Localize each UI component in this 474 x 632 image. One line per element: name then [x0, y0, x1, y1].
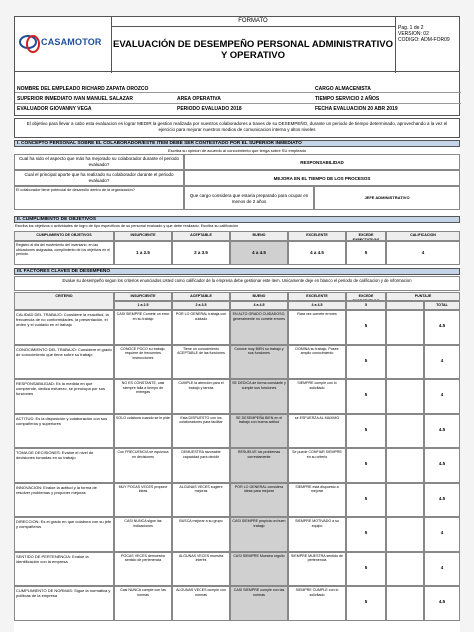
criterion-blank — [386, 517, 424, 552]
objectives-header-cell: ACEPTABLE — [172, 231, 230, 241]
criterion-option: Con FRECUENCIA se equivoca en decisiones — [114, 448, 172, 483]
evaluated-period: PERIODO EVALUADO 2018 — [177, 106, 242, 112]
criterion-blank — [386, 310, 424, 345]
answer-1: RESPONSABILIDAD — [184, 154, 460, 170]
evaluator: EVALUADOR GIOVANNY VEGA — [17, 106, 92, 112]
criterion-score: 4.5 — [424, 483, 460, 518]
objective-score-cell: 4 a 4.5 — [230, 241, 288, 265]
employee-position: CARGO ALMACENISTA — [315, 86, 371, 92]
criterion-option: SIEMPRE MUESTRA sentido de pertenencia — [288, 552, 346, 587]
criterion-option: BUSCA mejorar a su grupo — [172, 517, 230, 552]
criterion-score: 4 — [424, 379, 460, 414]
criterion-option: SIEMPRE cumple con lo solicitado — [288, 379, 346, 414]
criterion-option: Rara vez comete errores — [288, 310, 346, 345]
criterion-option: CONOCE POCO su trabajo, requiere de frecuentes instrucciones — [114, 345, 172, 380]
criterion-option: CASI SIEMPRE cumple con las normas — [230, 586, 288, 621]
objectives-header-cell: EXCELENTE — [288, 231, 346, 241]
code-label: CODIGO: ADM-FOR09 — [398, 37, 450, 43]
criterion-option: DEMUESTRA razonable capacidad para decidir — [172, 448, 230, 483]
criterion-option: se ESFUERZA AL MAXIMO — [288, 414, 346, 449]
objectives-header-cell: CUMPLIMIENTO DE OBJETIVOS — [14, 231, 114, 241]
evaluation-objective: El objetivo para llevar a cabo esta evaluacion es lograr MEDIR la gestion realizada por nuestros colaboradores a traves de su DESEMPEÑO, durante un periodo de tiempo determinado, aprovechando a la vez el ejercicio para mejorar nuestros medios de comunicacion interna y altos niveles — [14, 118, 460, 138]
row-divider — [15, 92, 461, 93]
factors-scale-cell: 1 a 2.5 — [114, 301, 172, 310]
criterion-score: 4 — [424, 552, 460, 587]
criterion-blank — [386, 414, 424, 449]
criterion-option: DOMINA su trabajo. Posee amplio conocimiento — [288, 345, 346, 380]
factors-header-cell: INSUFICIENTE — [114, 292, 172, 301]
document-header — [14, 16, 460, 72]
criterion-label: CALIDAD DEL TRABAJO: Considere la exactitud, la frecuencia de no conformidades, la presentación, el orden y el cuidado en el trabajo — [14, 310, 114, 345]
criterion-option: POR LO GENERAL considera ideas para mejorar — [230, 483, 288, 518]
question-2: Cual el principal aporte que ha realizado su colaborador durante el periodo evaluado? — [14, 170, 184, 186]
criterion-option: POR LO GENERAL trabaja con cuidado — [172, 310, 230, 345]
factors-header-cell: ACEPTABLE — [172, 292, 230, 301]
objectives-header-cell: INSUFICIENTE — [114, 231, 172, 241]
header-divider — [111, 26, 395, 27]
criterion-option: Tiene un conocimiento ACEPTABLE de las funciones — [172, 345, 230, 380]
question-4: Que cargo considera que estaria preparado para ocupar en menos de 2 años — [184, 186, 314, 210]
criterion-option: SIEMPRE CUMPLE con lo solicitado — [288, 586, 346, 621]
factors-header-cell: PUNTAJE — [386, 292, 460, 301]
section-3-subtitle: Evalue su desempeño segun los criterios enunciados.Usted como calificador de la empresa debe gestionar este item. Unicamente deje en blanco el periodo de calificacion y de informacion — [14, 276, 460, 291]
criterion-option: SIEMPRE está dispuesto a mejorar — [288, 483, 346, 518]
criterion-option: CUMPLE la atención para el trabajo y tareas — [172, 379, 230, 414]
employee-name: NOMBRE DEL EMPLEADO RICHARD ZAPATA OROZCO — [17, 86, 149, 92]
section-1-subtitle: Escriba su opinion de acuerdo al conocimiento que tenga sobre SU empleado — [167, 148, 307, 153]
criterion-max: 5 — [346, 552, 386, 587]
criterion-score: 4.5 — [424, 310, 460, 345]
objective-score-cell: 1 a 2.5 — [114, 241, 172, 265]
criterion-max: 5 — [346, 586, 386, 621]
section-2-subtitle: Escriba los objetivos o actividades de logro de tipo especificos de su personal evaluado y que debe realizado. Escriba su calificación — [15, 224, 239, 228]
criterion-blank — [386, 483, 424, 518]
row-divider — [15, 103, 461, 104]
criterion-blank — [386, 448, 424, 483]
evaluation-date: FECHA EVALUACION 20 ABR 2019 — [315, 106, 398, 112]
criterion-option: ALGUNAS VECES sugiere mejoras — [172, 483, 230, 518]
question-3: El colaborador tiene potencial de desarrollo dentro de la organización? — [14, 186, 184, 210]
answer-4: JEFE ADMINISTRATIVO — [314, 186, 460, 210]
criterion-option: NO ES CONSTANTE, casi siempre falla a tiempo de entregas — [114, 379, 172, 414]
criterion-label: RESPONSABILIDAD: Es la medida en que comprende, dedica esfuerzo, se preocupa por sus funciones — [14, 379, 114, 414]
criterion-option: EN ALTO GRADO CUIDADOSO, generalmente no comete errores — [230, 310, 288, 345]
document-title: EVALUACIÓN DE DESEMPEÑO PERSONAL ADMINISTRATIVO Y OPERATIVO — [113, 39, 393, 61]
factors-header-cell: CRITERIO — [14, 292, 114, 310]
factors-scale-cell: 2 a 3.5 — [172, 301, 230, 310]
format-label: FORMATO — [238, 18, 268, 24]
objective-description: Registro al dia del movimiento del inventario, en las ubicaciones asignadas, cumplimiento de los objetivos en el periodo. — [14, 241, 114, 265]
criterion-blank — [386, 345, 424, 380]
criterion-label: ACTITUD: Es la disposición y colaboración con sus compañeros y superiores — [14, 414, 114, 449]
question-1: Cual ha sido el aspecto que más ha mejorado su colaborador durante el periodo evaluado? — [14, 154, 184, 170]
criterion-max: 5 — [346, 310, 386, 345]
objectives-header-cell: EXCEDE EXPECTATIVAS — [346, 231, 386, 241]
criterion-blank — [386, 379, 424, 414]
criterion-score: 4.5 — [424, 414, 460, 449]
criterion-option: CASI SIEMPRE Muestra orgullo — [230, 552, 288, 587]
logo-text: CASAMOTOR — [41, 37, 102, 47]
answer-2: MEJORA EN EL TIEMPO DE LOS PROCESOS — [184, 170, 460, 186]
factors-scale-cell: 4 a 4.5 — [230, 301, 288, 310]
criterion-score: 4.5 — [424, 448, 460, 483]
criterion-option: CASI NUNCA sigue las indicaciones — [114, 517, 172, 552]
objective-score-cell: 2 a 3.5 — [172, 241, 230, 265]
criterion-max: 5 — [346, 483, 386, 518]
criterion-option: ALGUNAS VECES muestra interés — [172, 552, 230, 587]
section-1-title: I. CONCEPTO PERSONAL SOBRE EL COLABORADOR/ESTE ITEM DEBE SER CONTESTADO POR EL SUPERIOR INMEDIATO — [14, 140, 460, 147]
objective-score-cell: 5 — [346, 241, 386, 265]
criterion-max: 5 — [346, 517, 386, 552]
criterion-label: CUMPLIMIENTO DE NORMAS: Sigue la normativa y políticas de la empresa — [14, 586, 114, 621]
section-2-title: II. CUMPLIMIENTO DE OBJETIVOS — [14, 216, 460, 223]
criterion-option: Esta DISPUESTO con los colaboradores para facilitar — [172, 414, 230, 449]
section-3-title: III. FACTORES CLAVES DE DESEMPEÑO — [14, 268, 460, 275]
criterion-score: 4 — [424, 517, 460, 552]
immediate-superior: SUPERIOR INMEDIATO IVAN MANUEL SALAZAR — [17, 96, 134, 102]
page-number: Pag. 1 de 2 — [398, 25, 424, 31]
employee-info — [14, 72, 460, 116]
criterion-option: ALGUNAS VECES cumple con normas — [172, 586, 230, 621]
header-divider — [395, 17, 396, 73]
criterion-option: SE DEDICA de forma constante y cumple sus funciones — [230, 379, 288, 414]
area: AREA OPERATIVA — [177, 96, 221, 102]
factors-scale-cell: 4 a 4.5 — [288, 301, 346, 310]
criterion-max: 5 — [346, 448, 386, 483]
criterion-label: CONOCIMIENTO DEL TRABAJO: Considere el grado de conocimiento que tiene sobre su trabajo — [14, 345, 114, 380]
factors-header-cell: EXCELENTE — [288, 292, 346, 301]
evaluation-document — [14, 16, 460, 632]
criterion-option: SIEMPRE MOTIVADO a su equipo — [288, 517, 346, 552]
factors-header-cell: EXCEDE EXPECTATIVAS — [346, 292, 386, 301]
criterion-option: MUY POCAS VECES propone ideas — [114, 483, 172, 518]
criterion-max: 5 — [346, 379, 386, 414]
objectives-header-cell: BUENO — [230, 231, 288, 241]
objective-score-cell: 4 — [386, 241, 460, 265]
criterion-option: Conoce muy BIEN su trabajo y sus funciones — [230, 345, 288, 380]
criterion-option: SE DESEMPEÑA BIEN en el trabajo con buena actitud — [230, 414, 288, 449]
factors-scale-cell — [386, 301, 424, 310]
factors-header-cell: BUENO — [230, 292, 288, 301]
criterion-option: CASI SIEMPRE Comete un error en su trabajo — [114, 310, 172, 345]
criterion-label: SENTIDO DE PERTENENCIA: Evalúe la identificación con la empresa — [14, 552, 114, 587]
criterion-score: 4.5 — [424, 586, 460, 621]
criterion-blank — [386, 586, 424, 621]
criterion-option: Casi NUNCA cumple con las normas — [114, 586, 172, 621]
criterion-blank — [386, 552, 424, 587]
service-time: TIEMPO SERVICIO 2 AÑOS — [315, 96, 380, 102]
criterion-option: CASI SIEMPRE propicia un buen trabajo — [230, 517, 288, 552]
criterion-score: 4 — [424, 345, 460, 380]
logo-mark-icon — [19, 35, 37, 49]
objectives-header-cell: CALIFICACION — [386, 231, 460, 241]
factors-scale-cell: 5 — [346, 301, 386, 310]
factors-scale-cell: TOTAL — [424, 301, 460, 310]
criterion-label: TOMA DE DECISIONES: Evalúe el nivel de decisiones tomadas en su trabajo — [14, 448, 114, 483]
criterion-option: POCAS VECES demuestra sentido de pertenencia — [114, 552, 172, 587]
criterion-label: DIRECCION: Es el grado en que colabora con su jefe y compañeros — [14, 517, 114, 552]
company-logo — [19, 31, 109, 55]
version-label: VERSION: 02 — [398, 31, 429, 37]
criterion-option: Se puede CONFIAR SIEMPRE en su criterio — [288, 448, 346, 483]
objective-score-cell: 4 a 4.5 — [288, 241, 346, 265]
criterion-label: INNOVACION: Evalúe la actitud y la forma de resolver problemas y proponer mejoras — [14, 483, 114, 518]
criterion-option: RESUELVE los problemas correctamente — [230, 448, 288, 483]
criterion-max: 5 — [346, 414, 386, 449]
criterion-max: 5 — [346, 345, 386, 380]
criterion-option: SOLO colabora cuando se le pide — [114, 414, 172, 449]
